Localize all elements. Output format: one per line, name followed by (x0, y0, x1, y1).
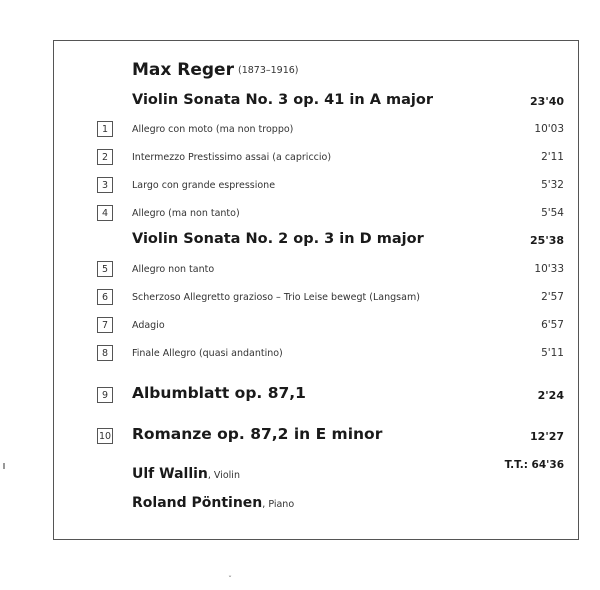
track-title: Finale Allegro (quasi andantino) (132, 348, 283, 359)
track-title: Allegro non tanto (132, 264, 215, 275)
performer-instrument: , Violin (207, 470, 240, 481)
work-title: Romanze op. 87,2 in E minor (132, 425, 383, 443)
track-number: 9 (97, 387, 113, 403)
work-duration: 12'27 (530, 430, 564, 443)
track-title: Largo con grande espressione (132, 180, 276, 191)
track-number: 5 (97, 261, 113, 277)
track-title: Scherzoso Allegretto grazioso – Trio Leise bewegt (Langsam) (132, 292, 420, 303)
work-duration: 25'38 (530, 234, 564, 247)
track-duration: 6'57 (541, 319, 564, 331)
work-title: Albumblatt op. 87,1 (132, 384, 306, 402)
track-duration: 2'11 (541, 151, 564, 163)
track-number: 4 (97, 205, 113, 221)
track-number: 10 (97, 428, 113, 444)
work-title: Violin Sonata No. 3 op. 41 in A major (132, 92, 433, 108)
work-duration: 2'24 (537, 389, 564, 402)
work-duration: 23'40 (530, 95, 564, 108)
track-number: 7 (97, 317, 113, 333)
track-title: Intermezzo Prestissimo assai (a capriccio) (132, 152, 332, 163)
track-number: 3 (97, 177, 113, 193)
performer (132, 495, 294, 511)
track-duration: 5'54 (541, 207, 564, 219)
track-title: Allegro (ma non tanto) (132, 208, 240, 219)
track-number: 8 (97, 345, 113, 361)
track-duration: 5'11 (541, 347, 564, 359)
performer (132, 466, 240, 482)
booklet-frame (53, 40, 579, 540)
track-number: 2 (97, 149, 113, 165)
track-number: 6 (97, 289, 113, 305)
total-time: T.T.: 64'36 (504, 459, 564, 471)
footer-mark: ˇ (228, 575, 232, 584)
performer-instrument: , Piano (262, 499, 295, 510)
track-duration: 5'32 (541, 179, 564, 191)
edge-mark (3, 463, 5, 469)
track-title: Allegro con moto (ma non troppo) (132, 124, 294, 135)
performer-name: Roland Pöntinen (132, 495, 263, 511)
work-title: Violin Sonata No. 2 op. 3 in D major (132, 231, 424, 247)
track-title: Adagio (132, 320, 165, 331)
track-duration: 10'33 (534, 263, 564, 275)
composer-name: Max Reger (132, 60, 234, 80)
track-duration: 2'57 (541, 291, 564, 303)
composer-dates: (1873–1916) (238, 65, 299, 76)
track-number: 1 (97, 121, 113, 137)
track-duration: 10'03 (534, 123, 564, 135)
performer-name: Ulf Wallin (132, 466, 208, 482)
